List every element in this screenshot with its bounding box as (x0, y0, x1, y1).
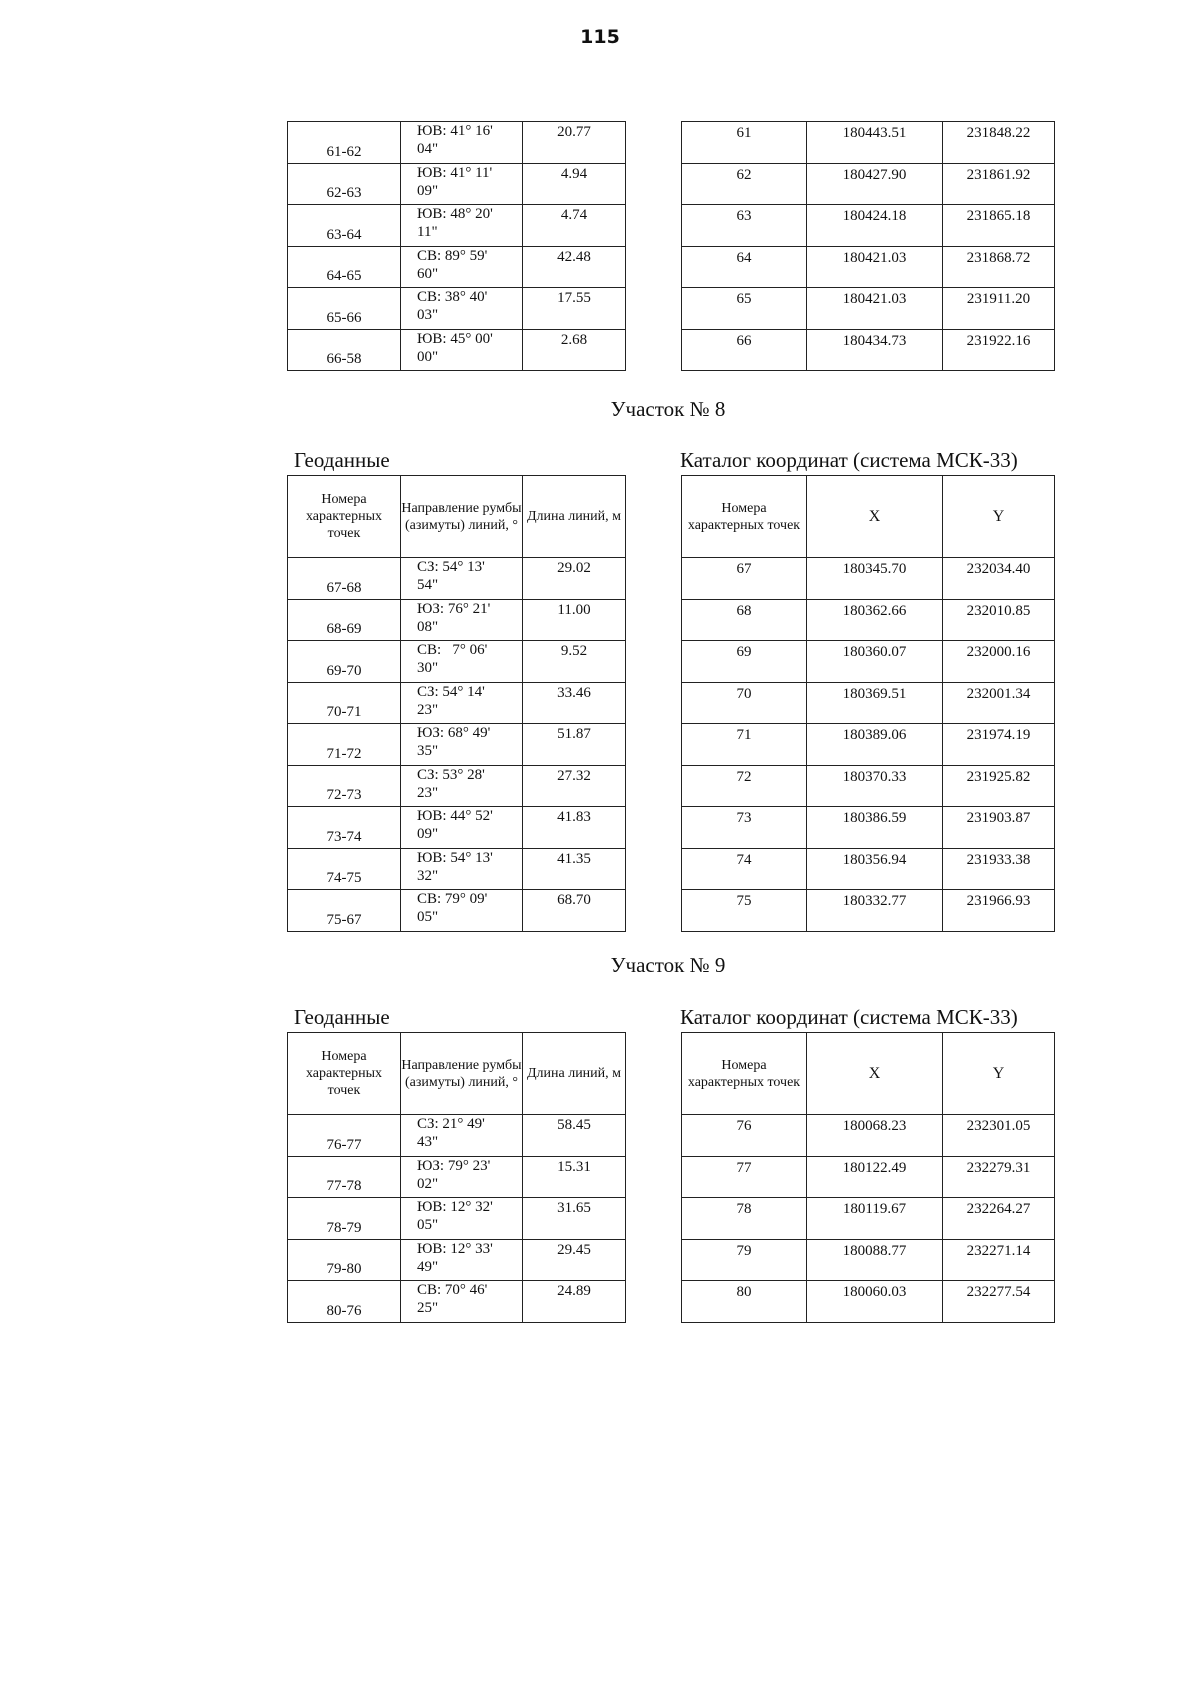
table-row (682, 163, 1055, 205)
table-row (288, 246, 626, 288)
header-point-numbers: Номера характерных точек (288, 1033, 401, 1115)
point-pair-cell: 73-74 (288, 807, 401, 849)
direction-seconds: 09" (417, 182, 439, 199)
table-row (682, 1115, 1055, 1157)
point-pair-cell: 64-65 (288, 246, 401, 288)
header-length: Длина линий, м (523, 476, 626, 558)
direction-cell (401, 682, 523, 724)
point-pair-cell: 61-62 (288, 122, 401, 164)
point-number-cell: 72 (682, 765, 807, 807)
header-y: Y (943, 1033, 1055, 1115)
y-coordinate-cell: 232301.05 (943, 1115, 1055, 1157)
x-coordinate-cell: 180332.77 (807, 890, 943, 932)
length-cell: 4.94 (523, 163, 626, 205)
direction-degrees: СВ: 70° 46' (417, 1282, 488, 1298)
direction-degrees: ЮЗ: 79° 23' (417, 1157, 491, 1174)
x-coordinate-cell: 180424.18 (807, 205, 943, 247)
y-coordinate-cell: 231848.22 (943, 122, 1055, 164)
direction-cell (401, 641, 523, 683)
length-cell: 51.87 (523, 724, 626, 766)
table-row (682, 1198, 1055, 1240)
direction-seconds: 08" (417, 618, 439, 635)
length-cell: 27.32 (523, 765, 626, 807)
point-number-cell: 62 (682, 163, 807, 205)
direction-cell (401, 558, 523, 600)
coordinate-catalog-table (681, 121, 1055, 371)
y-coordinate-cell: 231922.16 (943, 329, 1055, 371)
direction-seconds: 23" (417, 701, 439, 718)
direction-cell (401, 599, 523, 641)
y-coordinate-cell: 232264.27 (943, 1198, 1055, 1240)
page-number: 115 (580, 26, 620, 48)
table-row (288, 1281, 626, 1323)
table-row (682, 122, 1055, 164)
direction-seconds: 35" (417, 743, 439, 759)
y-coordinate-cell: 231911.20 (943, 288, 1055, 330)
direction-seconds: 43" (417, 1134, 439, 1150)
direction-cell (401, 765, 523, 807)
direction-degrees: ЮЗ: 68° 49' (417, 725, 491, 741)
direction-cell (401, 1156, 523, 1198)
table-row (682, 682, 1055, 724)
direction-seconds: 11" (417, 224, 438, 240)
direction-degrees: ЮЗ: 76° 21' (417, 600, 491, 617)
section-title: Участок № 9 (610, 953, 726, 977)
x-coordinate-cell: 180434.73 (807, 329, 943, 371)
point-number-cell: 64 (682, 246, 807, 288)
header-direction: Направление румбы (азимуты) линий, ° (401, 476, 523, 558)
direction-seconds: 04" (417, 141, 439, 157)
direction-seconds: 54" (417, 577, 439, 593)
direction-cell (401, 724, 523, 766)
y-coordinate-cell: 231865.18 (943, 205, 1055, 247)
x-coordinate-cell: 180443.51 (807, 122, 943, 164)
x-coordinate-cell: 180068.23 (807, 1115, 943, 1157)
direction-degrees: ЮВ: 12° 33' (417, 1240, 493, 1257)
point-number-cell: 65 (682, 288, 807, 330)
point-pair-cell: 71-72 (288, 724, 401, 766)
direction-seconds: 03" (417, 307, 439, 323)
point-pair-cell: 76-77 (288, 1115, 401, 1157)
point-number-cell: 74 (682, 848, 807, 890)
table-row (682, 599, 1055, 641)
direction-seconds: 05" (417, 1217, 439, 1233)
table-row (288, 599, 626, 641)
point-number-cell: 70 (682, 682, 807, 724)
length-cell: 33.46 (523, 682, 626, 724)
direction-seconds: 32" (417, 867, 439, 884)
direction-seconds: 00" (417, 348, 439, 365)
x-coordinate-cell: 180060.03 (807, 1281, 943, 1323)
coordinate-catalog-table (681, 475, 1055, 932)
y-coordinate-cell: 231868.72 (943, 246, 1055, 288)
table-row (682, 558, 1055, 600)
direction-cell (401, 246, 523, 288)
table-row (682, 848, 1055, 890)
y-coordinate-cell: 232010.85 (943, 599, 1055, 641)
point-pair-cell: 65-66 (288, 288, 401, 330)
table-row (288, 890, 626, 932)
y-coordinate-cell: 231861.92 (943, 163, 1055, 205)
direction-cell (401, 1198, 523, 1240)
length-cell: 29.02 (523, 558, 626, 600)
table-row (288, 205, 626, 247)
length-cell: 31.65 (523, 1198, 626, 1240)
point-number-cell: 76 (682, 1115, 807, 1157)
table-row (682, 1156, 1055, 1198)
point-number-cell: 73 (682, 807, 807, 849)
direction-cell (401, 1281, 523, 1323)
direction-seconds: 25" (417, 1300, 439, 1316)
direction-cell (401, 890, 523, 932)
table-row (682, 807, 1055, 849)
point-number-cell: 61 (682, 122, 807, 164)
length-cell: 20.77 (523, 122, 626, 164)
point-pair-cell: 80-76 (288, 1281, 401, 1323)
y-coordinate-cell: 232271.14 (943, 1239, 1055, 1281)
direction-seconds: 05" (417, 909, 439, 925)
geodata-table (287, 121, 626, 371)
table-row (682, 641, 1055, 683)
header-y: Y (943, 476, 1055, 558)
table-row (682, 246, 1055, 288)
header-direction: Направление румбы (азимуты) линий, ° (401, 1033, 523, 1115)
geodata-table (287, 475, 626, 932)
length-cell: 41.83 (523, 807, 626, 849)
y-coordinate-cell: 231933.38 (943, 848, 1055, 890)
direction-degrees: ЮВ: 44° 52' (417, 808, 493, 824)
direction-cell (401, 1115, 523, 1157)
x-coordinate-cell: 180389.06 (807, 724, 943, 766)
point-pair-cell: 78-79 (288, 1198, 401, 1240)
direction-seconds: 09" (417, 826, 439, 842)
table-row (288, 641, 626, 683)
x-coordinate-cell: 180427.90 (807, 163, 943, 205)
y-coordinate-cell: 232034.40 (943, 558, 1055, 600)
point-pair-cell: 68-69 (288, 599, 401, 641)
length-cell: 24.89 (523, 1281, 626, 1323)
point-pair-cell: 77-78 (288, 1156, 401, 1198)
direction-degrees: СЗ: 54° 14' (417, 683, 485, 700)
point-pair-cell: 70-71 (288, 682, 401, 724)
header-x: X (807, 476, 943, 558)
y-coordinate-cell: 231974.19 (943, 724, 1055, 766)
y-coordinate-cell: 231925.82 (943, 765, 1055, 807)
table-row (288, 765, 626, 807)
length-cell: 41.35 (523, 848, 626, 890)
point-number-cell: 71 (682, 724, 807, 766)
y-coordinate-cell: 231966.93 (943, 890, 1055, 932)
x-coordinate-cell: 180345.70 (807, 558, 943, 600)
direction-cell (401, 163, 523, 205)
table-row (682, 765, 1055, 807)
table-row (682, 205, 1055, 247)
length-cell: 2.68 (523, 329, 626, 371)
length-cell: 42.48 (523, 246, 626, 288)
point-pair-cell: 62-63 (288, 163, 401, 205)
geodata-table (287, 1032, 626, 1323)
direction-degrees: СВ: 38° 40' (417, 289, 488, 305)
length-cell: 17.55 (523, 288, 626, 330)
point-pair-cell: 79-80 (288, 1239, 401, 1281)
direction-cell (401, 807, 523, 849)
table-row (288, 724, 626, 766)
direction-cell (401, 1239, 523, 1281)
x-coordinate-cell: 180119.67 (807, 1198, 943, 1240)
table-row (288, 1198, 626, 1240)
point-number-cell: 68 (682, 599, 807, 641)
direction-degrees: ЮВ: 45° 00' (417, 330, 493, 347)
direction-degrees: ЮВ: 54° 13' (417, 849, 493, 866)
point-pair-cell: 74-75 (288, 848, 401, 890)
x-coordinate-cell: 180370.33 (807, 765, 943, 807)
point-number-cell: 80 (682, 1281, 807, 1323)
y-coordinate-cell: 231903.87 (943, 807, 1055, 849)
direction-degrees: СЗ: 53° 28' (417, 766, 485, 783)
direction-seconds: 60" (417, 265, 439, 282)
point-number-cell: 78 (682, 1198, 807, 1240)
length-cell: 68.70 (523, 890, 626, 932)
geodata-caption: Геоданные (294, 448, 390, 472)
geodata-caption: Геоданные (294, 1005, 390, 1029)
point-number-cell: 63 (682, 205, 807, 247)
length-cell: 15.31 (523, 1156, 626, 1198)
header-point-numbers: Номера характерных точек (682, 1033, 807, 1115)
table-row (288, 558, 626, 600)
table-row (682, 1239, 1055, 1281)
x-coordinate-cell: 180088.77 (807, 1239, 943, 1281)
table-row (288, 122, 626, 164)
header-x: X (807, 1033, 943, 1115)
table-row (288, 682, 626, 724)
coordinate-catalog-table (681, 1032, 1055, 1323)
table-row (288, 1156, 626, 1198)
x-coordinate-cell: 180362.66 (807, 599, 943, 641)
point-number-cell: 69 (682, 641, 807, 683)
direction-cell (401, 205, 523, 247)
point-number-cell: 66 (682, 329, 807, 371)
y-coordinate-cell: 232000.16 (943, 641, 1055, 683)
y-coordinate-cell: 232277.54 (943, 1281, 1055, 1323)
table-row (288, 848, 626, 890)
direction-degrees: СВ: 7° 06' (417, 642, 488, 658)
catalog-caption: Каталог координат (система МСК-33) (680, 1005, 1018, 1029)
y-coordinate-cell: 232279.31 (943, 1156, 1055, 1198)
direction-cell (401, 329, 523, 371)
table-row (682, 724, 1055, 766)
x-coordinate-cell: 180421.03 (807, 246, 943, 288)
point-pair-cell: 66-58 (288, 329, 401, 371)
point-number-cell: 75 (682, 890, 807, 932)
table-row (682, 288, 1055, 330)
direction-cell (401, 122, 523, 164)
direction-degrees: ЮВ: 41° 16' (417, 123, 493, 139)
length-cell: 11.00 (523, 599, 626, 641)
point-pair-cell: 69-70 (288, 641, 401, 683)
point-number-cell: 77 (682, 1156, 807, 1198)
x-coordinate-cell: 180369.51 (807, 682, 943, 724)
x-coordinate-cell: 180386.59 (807, 807, 943, 849)
table-row (288, 807, 626, 849)
table-row (288, 163, 626, 205)
table-row (288, 1115, 626, 1157)
length-cell: 9.52 (523, 641, 626, 683)
direction-degrees: ЮВ: 41° 11' (417, 164, 493, 181)
table-row (682, 890, 1055, 932)
direction-cell (401, 848, 523, 890)
length-cell: 58.45 (523, 1115, 626, 1157)
direction-degrees: СВ: 79° 09' (417, 891, 488, 907)
direction-degrees: СЗ: 21° 49' (417, 1116, 485, 1132)
table-row (682, 1281, 1055, 1323)
direction-seconds: 30" (417, 660, 439, 676)
header-point-numbers: Номера характерных точек (288, 476, 401, 558)
x-coordinate-cell: 180122.49 (807, 1156, 943, 1198)
table-row (288, 1239, 626, 1281)
table-row (288, 329, 626, 371)
header-point-numbers: Номера характерных точек (682, 476, 807, 558)
table-row (682, 329, 1055, 371)
point-pair-cell: 75-67 (288, 890, 401, 932)
direction-seconds: 02" (417, 1175, 439, 1192)
point-number-cell: 79 (682, 1239, 807, 1281)
y-coordinate-cell: 232001.34 (943, 682, 1055, 724)
direction-degrees: ЮВ: 48° 20' (417, 206, 493, 222)
direction-seconds: 23" (417, 784, 439, 801)
x-coordinate-cell: 180421.03 (807, 288, 943, 330)
header-length: Длина линий, м (523, 1033, 626, 1115)
direction-degrees: СЗ: 54° 13' (417, 559, 485, 575)
table-row (288, 288, 626, 330)
catalog-caption: Каталог координат (система МСК-33) (680, 448, 1018, 472)
point-number-cell: 67 (682, 558, 807, 600)
direction-seconds: 49" (417, 1258, 439, 1275)
x-coordinate-cell: 180356.94 (807, 848, 943, 890)
x-coordinate-cell: 180360.07 (807, 641, 943, 683)
length-cell: 4.74 (523, 205, 626, 247)
direction-cell (401, 288, 523, 330)
direction-degrees: ЮВ: 12° 32' (417, 1199, 493, 1215)
point-pair-cell: 63-64 (288, 205, 401, 247)
point-pair-cell: 67-68 (288, 558, 401, 600)
section-title: Участок № 8 (610, 397, 726, 421)
point-pair-cell: 72-73 (288, 765, 401, 807)
direction-degrees: СВ: 89° 59' (417, 247, 488, 264)
length-cell: 29.45 (523, 1239, 626, 1281)
